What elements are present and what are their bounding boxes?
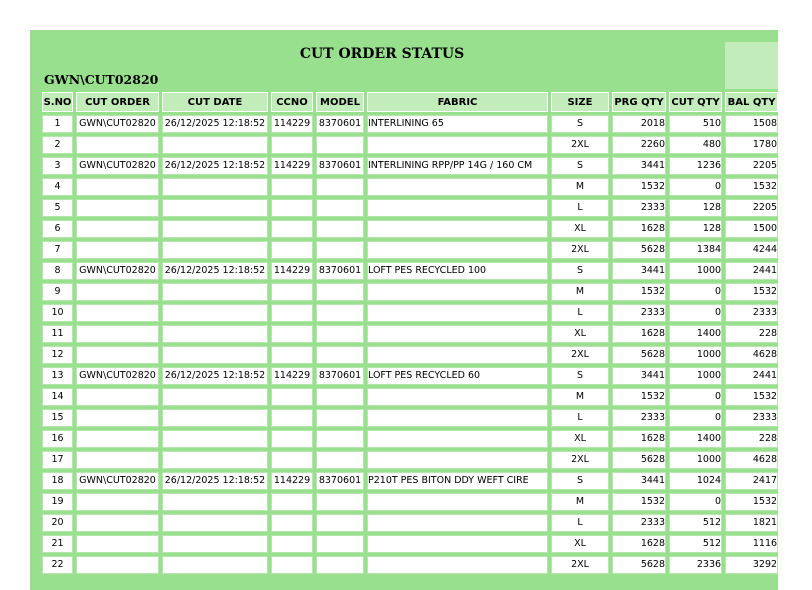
table-row (42, 556, 778, 574)
cell-bal-qty: 1500 (725, 220, 778, 238)
cell-cut-order (76, 451, 159, 469)
cell-prg-qty: 1532 (612, 493, 666, 511)
cell-model (316, 388, 364, 406)
table-row (42, 157, 778, 175)
cell-size: XL (551, 430, 609, 448)
cell-model (316, 514, 364, 532)
cell-fabric: LOFT PES RECYCLED 60 (367, 367, 548, 385)
cell-bal-qty: 1532 (725, 283, 778, 301)
cell-sno: 21 (42, 535, 73, 553)
cell-ccno: 114229 (271, 367, 313, 385)
cell-ccno (271, 283, 313, 301)
cell-cut-order (76, 220, 159, 238)
column-header-bal-qty: BAL QTY (725, 92, 778, 112)
cell-bal-qty: 228 (725, 325, 778, 343)
cell-cut-order (76, 430, 159, 448)
cell-model: 8370601 (316, 262, 364, 280)
cell-cut-date (162, 535, 268, 553)
cell-bal-qty: 1508 (725, 115, 778, 133)
cell-cut-qty: 1000 (669, 262, 722, 280)
cell-fabric (367, 409, 548, 427)
cell-cut-qty: 512 (669, 514, 722, 532)
cell-prg-qty: 1532 (612, 178, 666, 196)
cell-fabric (367, 178, 548, 196)
cell-size: L (551, 199, 609, 217)
table-row (42, 220, 778, 238)
cell-cut-order (76, 325, 159, 343)
cell-prg-qty: 1628 (612, 325, 666, 343)
cell-cut-order (76, 178, 159, 196)
cell-fabric: LOFT PES RECYCLED 100 (367, 262, 548, 280)
cell-sno: 10 (42, 304, 73, 322)
cell-prg-qty: 2018 (612, 115, 666, 133)
cell-size: S (551, 157, 609, 175)
cell-bal-qty: 4628 (725, 346, 778, 364)
cell-prg-qty: 3441 (612, 262, 666, 280)
cell-cut-order: GWN\CUT02820 (76, 262, 159, 280)
cell-ccno (271, 220, 313, 238)
cell-fabric (367, 220, 548, 238)
cell-model (316, 178, 364, 196)
cell-bal-qty: 3292 (725, 556, 778, 574)
cell-sno: 9 (42, 283, 73, 301)
cell-prg-qty: 3441 (612, 472, 666, 490)
cell-sno: 1 (42, 115, 73, 133)
table-row (42, 493, 778, 511)
table-row (42, 430, 778, 448)
cell-cut-date (162, 409, 268, 427)
column-header-cut-order: CUT ORDER (76, 92, 159, 112)
cell-sno: 12 (42, 346, 73, 364)
cell-sno: 17 (42, 451, 73, 469)
cell-ccno (271, 409, 313, 427)
cell-model (316, 430, 364, 448)
cell-size: S (551, 367, 609, 385)
cell-bal-qty: 2441 (725, 262, 778, 280)
cell-model (316, 535, 364, 553)
cell-ccno (271, 493, 313, 511)
cell-prg-qty: 2333 (612, 199, 666, 217)
cell-cut-date (162, 493, 268, 511)
column-header-ccno: CCNO (271, 92, 313, 112)
cut-order-subtitle: GWN\CUT02820 (42, 69, 722, 89)
cell-bal-qty: 2441 (725, 367, 778, 385)
cell-ccno: 114229 (271, 157, 313, 175)
cell-fabric (367, 283, 548, 301)
cell-cut-qty: 512 (669, 535, 722, 553)
table-row (42, 346, 778, 364)
cell-sno: 2 (42, 136, 73, 154)
cell-cut-qty: 128 (669, 220, 722, 238)
cell-prg-qty: 1628 (612, 430, 666, 448)
cell-prg-qty: 1628 (612, 220, 666, 238)
cell-cut-qty: 510 (669, 115, 722, 133)
cell-sno: 3 (42, 157, 73, 175)
table-row (42, 178, 778, 196)
cell-ccno (271, 388, 313, 406)
cell-size: M (551, 493, 609, 511)
cell-fabric (367, 556, 548, 574)
cell-sno: 14 (42, 388, 73, 406)
cell-cut-qty: 0 (669, 388, 722, 406)
cell-fabric (367, 514, 548, 532)
cell-size: S (551, 262, 609, 280)
cell-model: 8370601 (316, 115, 364, 133)
cell-prg-qty: 3441 (612, 367, 666, 385)
cell-cut-order (76, 409, 159, 427)
cell-cut-order (76, 514, 159, 532)
cell-ccno (271, 136, 313, 154)
page-title: CUT ORDER STATUS (42, 42, 722, 66)
cell-ccno (271, 451, 313, 469)
cell-bal-qty: 1532 (725, 388, 778, 406)
cell-cut-date: 26/12/2025 12:18:52 (162, 367, 268, 385)
cell-cut-date (162, 556, 268, 574)
column-header-prg-qty: PRG QTY (612, 92, 666, 112)
cell-model (316, 283, 364, 301)
cell-fabric: P210T PES BITON DDY WEFT CIRE (367, 472, 548, 490)
cell-sno: 18 (42, 472, 73, 490)
cell-ccno (271, 556, 313, 574)
cell-prg-qty: 1628 (612, 535, 666, 553)
cell-model (316, 241, 364, 259)
cell-prg-qty: 2260 (612, 136, 666, 154)
cell-cut-date (162, 388, 268, 406)
cell-size: 2XL (551, 136, 609, 154)
cell-model (316, 220, 364, 238)
cell-size: M (551, 283, 609, 301)
cell-bal-qty: 1780 (725, 136, 778, 154)
cell-cut-qty: 0 (669, 283, 722, 301)
cell-prg-qty: 5628 (612, 556, 666, 574)
cell-size: 2XL (551, 556, 609, 574)
cell-bal-qty: 1116 (725, 535, 778, 553)
cell-sno: 15 (42, 409, 73, 427)
cell-sno: 5 (42, 199, 73, 217)
cell-cut-order: GWN\CUT02820 (76, 115, 159, 133)
table-row (42, 136, 778, 154)
cell-bal-qty: 2333 (725, 304, 778, 322)
cell-prg-qty: 1532 (612, 283, 666, 301)
cell-cut-date (162, 430, 268, 448)
cell-cut-order: GWN\CUT02820 (76, 472, 159, 490)
cell-cut-order (76, 556, 159, 574)
cell-cut-date (162, 178, 268, 196)
cell-cut-date (162, 220, 268, 238)
cell-bal-qty: 2205 (725, 199, 778, 217)
cell-ccno: 114229 (271, 472, 313, 490)
column-header-fabric: FABRIC (367, 92, 548, 112)
cell-cut-qty: 1000 (669, 346, 722, 364)
cell-model (316, 409, 364, 427)
table-row (42, 283, 778, 301)
cell-model (316, 556, 364, 574)
cell-fabric (367, 325, 548, 343)
cell-cut-order: GWN\CUT02820 (76, 367, 159, 385)
cell-cut-order (76, 283, 159, 301)
cell-size: L (551, 514, 609, 532)
cell-cut-date: 26/12/2025 12:18:52 (162, 115, 268, 133)
cell-model (316, 199, 364, 217)
table-row (42, 304, 778, 322)
cell-size: 2XL (551, 241, 609, 259)
cell-cut-date (162, 241, 268, 259)
cell-cut-qty: 1400 (669, 325, 722, 343)
column-header-size: SIZE (551, 92, 609, 112)
cell-ccno (271, 178, 313, 196)
cell-bal-qty: 1821 (725, 514, 778, 532)
cell-cut-date (162, 325, 268, 343)
cell-cut-qty: 128 (669, 199, 722, 217)
cell-cut-qty: 1000 (669, 451, 722, 469)
cell-model (316, 451, 364, 469)
column-header-sno: S.NO (42, 92, 73, 112)
cell-cut-date (162, 514, 268, 532)
cell-sno: 13 (42, 367, 73, 385)
cut-order-status-table (39, 39, 781, 577)
cell-cut-qty: 1024 (669, 472, 722, 490)
cell-cut-qty: 480 (669, 136, 722, 154)
cell-sno: 20 (42, 514, 73, 532)
cell-fabric (367, 388, 548, 406)
cell-ccno (271, 199, 313, 217)
cell-ccno (271, 514, 313, 532)
cell-prg-qty: 5628 (612, 346, 666, 364)
cell-cut-date (162, 283, 268, 301)
cell-size: M (551, 178, 609, 196)
cell-model (316, 346, 364, 364)
cell-ccno (271, 346, 313, 364)
cell-cut-qty: 1000 (669, 367, 722, 385)
cell-bal-qty: 1532 (725, 178, 778, 196)
cell-cut-order (76, 535, 159, 553)
table-row (42, 388, 778, 406)
cell-size: L (551, 409, 609, 427)
cell-bal-qty: 2417 (725, 472, 778, 490)
table-row (42, 451, 778, 469)
column-header-cut-qty: CUT QTY (669, 92, 722, 112)
cell-sno: 22 (42, 556, 73, 574)
cell-sno: 8 (42, 262, 73, 280)
cell-fabric (367, 493, 548, 511)
cell-sno: 4 (42, 178, 73, 196)
cell-cut-date: 26/12/2025 12:18:52 (162, 157, 268, 175)
cell-bal-qty: 4628 (725, 451, 778, 469)
table-row (42, 262, 778, 280)
table-row (42, 409, 778, 427)
cell-cut-order (76, 346, 159, 364)
cell-fabric (367, 430, 548, 448)
cell-fabric (367, 304, 548, 322)
cell-cut-order (76, 199, 159, 217)
table-row (42, 325, 778, 343)
cell-prg-qty: 2333 (612, 514, 666, 532)
column-header-row (42, 92, 778, 112)
cell-prg-qty: 5628 (612, 241, 666, 259)
cell-size: L (551, 304, 609, 322)
cell-prg-qty: 2333 (612, 409, 666, 427)
column-header-model: MODEL (316, 92, 364, 112)
cell-ccno (271, 304, 313, 322)
cell-cut-order (76, 493, 159, 511)
cell-bal-qty: 4244 (725, 241, 778, 259)
table-row (42, 241, 778, 259)
cell-ccno (271, 430, 313, 448)
cell-fabric: INTERLINING 65 (367, 115, 548, 133)
cell-cut-date (162, 346, 268, 364)
cell-fabric: INTERLINING RPP/PP 14G / 160 CM (367, 157, 548, 175)
cell-model: 8370601 (316, 157, 364, 175)
cell-prg-qty: 5628 (612, 451, 666, 469)
cell-sno: 7 (42, 241, 73, 259)
cell-sno: 16 (42, 430, 73, 448)
cell-cut-qty: 0 (669, 409, 722, 427)
cell-cut-qty: 0 (669, 178, 722, 196)
cell-bal-qty: 228 (725, 430, 778, 448)
cell-cut-order (76, 304, 159, 322)
cell-fabric (367, 451, 548, 469)
cell-cut-date (162, 451, 268, 469)
cell-cut-order (76, 136, 159, 154)
cell-size: XL (551, 220, 609, 238)
cell-prg-qty: 3441 (612, 157, 666, 175)
cell-prg-qty: 2333 (612, 304, 666, 322)
corner-cell (725, 42, 778, 89)
cell-cut-qty: 0 (669, 304, 722, 322)
cell-cut-date (162, 304, 268, 322)
cell-bal-qty: 1532 (725, 493, 778, 511)
cell-cut-order: GWN\CUT02820 (76, 157, 159, 175)
cell-size: XL (551, 325, 609, 343)
cell-fabric (367, 199, 548, 217)
cell-cut-qty: 1384 (669, 241, 722, 259)
column-header-cut-date: CUT DATE (162, 92, 268, 112)
cell-cut-date (162, 199, 268, 217)
cell-fabric (367, 136, 548, 154)
cell-model (316, 136, 364, 154)
cell-ccno (271, 535, 313, 553)
cell-model: 8370601 (316, 472, 364, 490)
cell-cut-qty: 1400 (669, 430, 722, 448)
cell-bal-qty: 2205 (725, 157, 778, 175)
table-body (42, 115, 778, 574)
cell-model (316, 493, 364, 511)
cell-model: 8370601 (316, 367, 364, 385)
table-row (42, 514, 778, 532)
cell-fabric (367, 346, 548, 364)
cell-ccno (271, 325, 313, 343)
cell-model (316, 325, 364, 343)
cell-size: M (551, 388, 609, 406)
cell-size: S (551, 115, 609, 133)
cell-size: XL (551, 535, 609, 553)
cell-cut-date: 26/12/2025 12:18:52 (162, 472, 268, 490)
cell-bal-qty: 2333 (725, 409, 778, 427)
cell-ccno: 114229 (271, 115, 313, 133)
cell-prg-qty: 1532 (612, 388, 666, 406)
cell-size: 2XL (551, 451, 609, 469)
cell-size: S (551, 472, 609, 490)
cell-size: 2XL (551, 346, 609, 364)
cell-sno: 11 (42, 325, 73, 343)
cell-cut-date (162, 136, 268, 154)
cell-ccno (271, 241, 313, 259)
table-row (42, 535, 778, 553)
cell-model (316, 304, 364, 322)
cell-cut-date: 26/12/2025 12:18:52 (162, 262, 268, 280)
cell-cut-qty: 0 (669, 493, 722, 511)
table-row (42, 199, 778, 217)
cell-cut-qty: 2336 (669, 556, 722, 574)
table-row (42, 115, 778, 133)
cell-cut-order (76, 241, 159, 259)
table-row (42, 472, 778, 490)
cell-sno: 19 (42, 493, 73, 511)
cell-ccno: 114229 (271, 262, 313, 280)
table-row (42, 367, 778, 385)
cell-cut-qty: 1236 (669, 157, 722, 175)
cell-fabric (367, 535, 548, 553)
cell-cut-order (76, 388, 159, 406)
cell-fabric (367, 241, 548, 259)
cell-sno: 6 (42, 220, 73, 238)
